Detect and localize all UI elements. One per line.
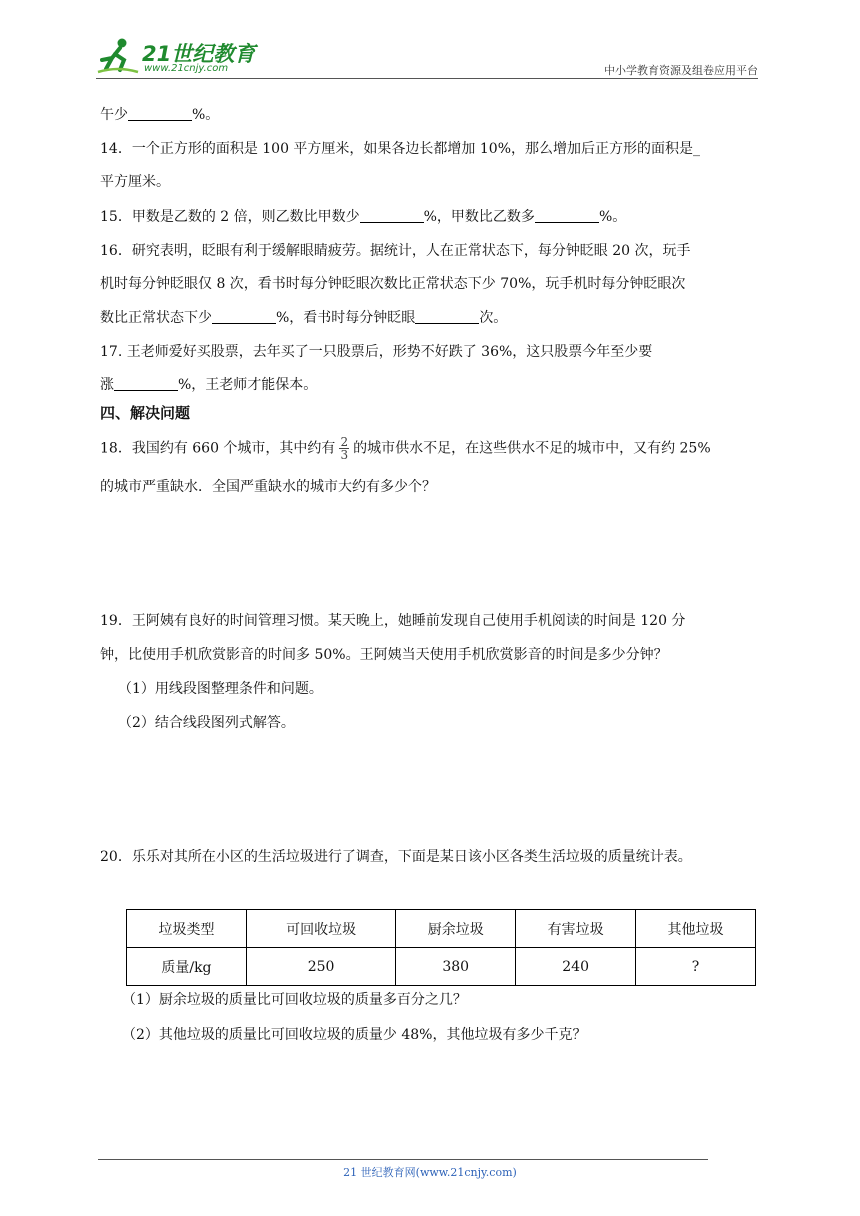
q15-text: 15．甲数是乙数的 2 倍，则乙数比甲数少: [100, 209, 360, 225]
q15-text: %，甲数比乙数多: [423, 209, 535, 225]
table-cell: ?: [636, 948, 756, 986]
q13-text-end: %。: [192, 107, 220, 123]
q14-line1: 14．一个正方形的面积是 100 平方厘米，如果各边长都增加 10%，那么增加后正方形的面积是_: [100, 141, 701, 157]
q13-text-start: 午少: [100, 107, 128, 123]
page-header: [96, 36, 758, 80]
q15-text: %。: [598, 209, 627, 225]
fraction: [339, 436, 349, 461]
q19-line1: 19．王阿姨有良好的时间管理习惯。某天晚上，她睡前发现自己使用手机阅读的时间是 120 分: [100, 613, 686, 629]
answer-blank[interactable]: [535, 208, 599, 223]
q16-text: %，看书时每分钟眨眼: [276, 310, 416, 326]
q14-line2: 平方厘米。: [100, 174, 170, 190]
q17-line2: [100, 374, 317, 396]
q18-line1: [100, 436, 711, 461]
table-header-cell: 有害垃圾: [516, 910, 636, 948]
table-header-cell: 可回收垃圾: [246, 910, 395, 948]
q18-text: 的城市供水不足，在这些供水不足的城市中，又有约 25%: [353, 440, 711, 457]
q13-tail: [100, 104, 219, 126]
answer-blank[interactable]: [128, 106, 192, 121]
table-header-cell: 其他垃圾: [636, 910, 756, 948]
logo-name: 21世纪教育: [142, 42, 256, 66]
table-header-row: [127, 910, 756, 948]
table-header-cell: 垃圾类型: [127, 910, 247, 948]
waste-table: [126, 909, 756, 986]
q19-sub2: （2）结合线段图列式解答。: [118, 715, 295, 731]
section-heading: 四、解决问题: [100, 404, 191, 422]
q19-sub1: （1）用线段图整理条件和问题。: [118, 681, 323, 697]
runner-logo-icon: [96, 36, 140, 76]
fraction-numerator: 2: [340, 435, 349, 449]
q16-text: 数比正常状态下少: [100, 310, 212, 326]
fraction-denominator: 3: [340, 448, 349, 462]
answer-blank[interactable]: [415, 309, 479, 324]
platform-name: 中小学教育资源及组卷应用平台: [604, 64, 758, 77]
q15: [100, 206, 626, 228]
table-cell: 质量/kg: [127, 948, 247, 986]
q17-text: %，王老师才能保本。: [178, 377, 318, 393]
table-row: [127, 948, 756, 986]
q19-line2: 钟，比使用手机欣赏影音的时间多 50%。王阿姨当天使用手机欣赏影音的时间是多少分钟？: [100, 647, 668, 663]
q20-line1: 20．乐乐对其所在小区的生活垃圾进行了调查，下面是某日该小区各类生活垃圾的质量统计表。: [100, 849, 692, 865]
q16-line3: [100, 307, 507, 329]
answer-blank[interactable]: [114, 376, 178, 391]
q18-text: 18．我国约有 660 个城市，其中约有: [100, 440, 336, 457]
q16-line2: 机时每分钟眨眼仅 8 次，看书时每分钟眨眼次数比正常状态下少 70%，玩手机时每分钟眨眼次: [100, 276, 686, 292]
q16-text: 次。: [479, 310, 508, 326]
q18-line2: 的城市严重缺水．全国严重缺水的城市大约有多少个？: [100, 479, 436, 495]
answer-blank[interactable]: [360, 208, 424, 223]
answer-blank[interactable]: [212, 309, 276, 324]
table-cell: 380: [396, 948, 516, 986]
table-cell: 240: [516, 948, 636, 986]
header-divider: [96, 78, 758, 79]
page-footer[interactable]: 21 世纪教育网(www.21cnjy.com): [343, 1166, 517, 1179]
q16-line1: 16．研究表明，眨眼有利于缓解眼睛疲劳。据统计，人在正常状态下，每分钟眨眼 20 次，玩手: [100, 243, 691, 259]
site-logo: [96, 36, 266, 76]
table-header-cell: 厨余垃圾: [396, 910, 516, 948]
q17-text: 涨: [100, 377, 114, 393]
logo-url: www.21cnjy.com: [144, 63, 229, 74]
q20-sub1: （1）厨余垃圾的质量比可回收垃圾的质量多百分之几？: [122, 992, 467, 1008]
q20-sub2: （2）其他垃圾的质量比可回收垃圾的质量少 48%，其他垃圾有多少千克？: [122, 1027, 587, 1043]
footer-divider: [98, 1159, 708, 1160]
table-cell: 250: [246, 948, 395, 986]
q17-line1: 17. 王老师爱好买股票，去年买了一只股票后，形势不好跌了 36%，这只股票今年至少要: [100, 344, 653, 360]
